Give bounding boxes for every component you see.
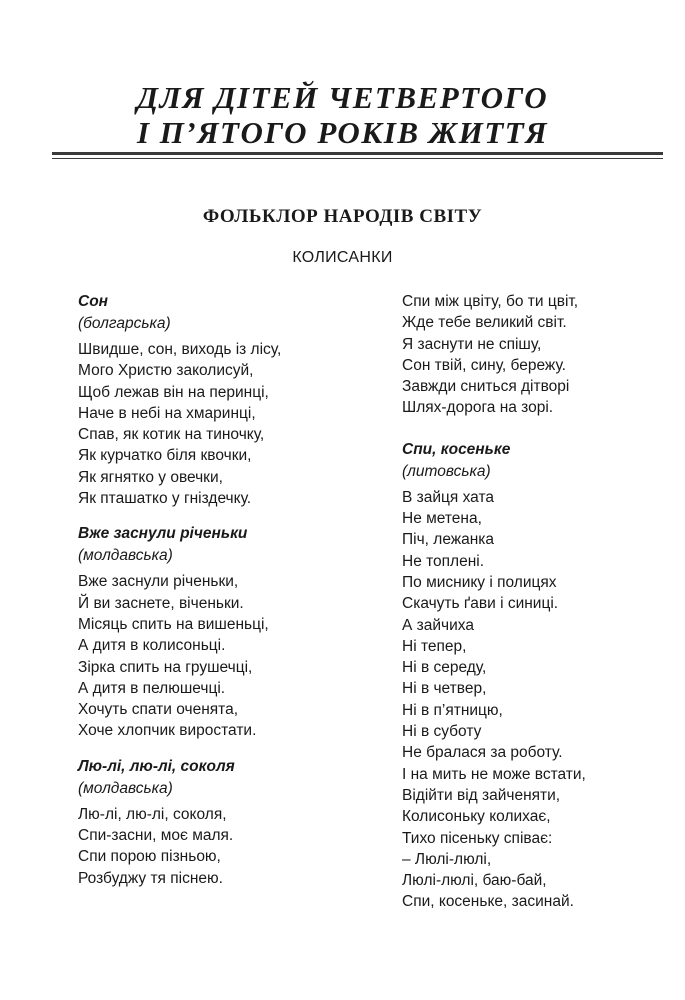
poem-origin: (литовська) xyxy=(402,462,491,480)
left-column xyxy=(78,291,378,889)
poem-line: Скачуть ґави і синиці. xyxy=(402,595,559,613)
poem-title: Сон xyxy=(78,293,109,310)
poem-line: Наче в небі на хмаринці, xyxy=(78,404,256,422)
poem-line: Відійти від зайченяти, xyxy=(402,786,561,804)
poem-line: Сон твій, сину, бережу. xyxy=(402,356,566,374)
poem-line: А дитя в пелюшечці. xyxy=(78,679,226,697)
poem-liu-li-sokolia xyxy=(78,756,378,889)
header-divider-thick xyxy=(52,152,663,155)
poem-line: По миснику і полицях xyxy=(402,573,557,591)
poem-line: Піч, лежанка xyxy=(402,531,495,549)
poem-line: Спи між цвіту, бо ти цвіт, xyxy=(402,293,579,310)
poem-origin: (болгарська) xyxy=(78,315,171,332)
poem-origin: (молдавська) xyxy=(78,779,173,797)
poem-vzhe-zasnuly-richenky xyxy=(78,523,378,741)
poem-spy-kosenke xyxy=(402,439,672,913)
poem-line: Хоче хлопчик виростати. xyxy=(78,722,257,740)
page-title-line-1: ДЛЯ ДІТЕЙ ЧЕТВЕРТОГО xyxy=(136,80,549,115)
poem-line: Як ягнятко у овечки, xyxy=(78,468,223,486)
poem-line: Спи, косеньке, засинай. xyxy=(402,893,574,911)
poem-line: А дитя в колисоньці. xyxy=(78,637,226,655)
poem-line: Жде тебе великий світ. xyxy=(402,314,567,332)
poem-line: Й ви заснете, віченьки. xyxy=(78,594,244,612)
poem-line: Місяць спить на вишеньці, xyxy=(78,615,269,633)
poem-line: Як пташатко у гніздечку. xyxy=(78,490,252,508)
poem-continuation xyxy=(402,291,672,419)
poem-line: Ні в середу, xyxy=(402,659,487,677)
poem-line: Спи-засни, моє маля. xyxy=(78,827,234,845)
poem-line: Ні в четвер, xyxy=(402,680,487,698)
poem-line: Спав, як котик на тиночку, xyxy=(78,426,265,444)
header-divider-thin xyxy=(52,158,663,159)
poem-line: Не метена, xyxy=(402,510,482,528)
page-title-line-2: І П’ЯТОГО РОКІВ ЖИТТЯ xyxy=(136,115,549,150)
right-column xyxy=(402,291,672,913)
poem-title: Лю-лі, лю-лі, соколя xyxy=(78,757,235,775)
poem-line: Розбуджу тя піснею. xyxy=(78,869,223,887)
poem-line: І на мить не може встати, xyxy=(402,765,586,783)
poem-line: Я заснути не спішу, xyxy=(402,335,542,353)
poem-title: Вже заснули річеньки xyxy=(78,525,248,543)
poem-line: В зайця хата xyxy=(402,488,495,506)
poem-line: Люлі-люлі, баю-бай, xyxy=(402,872,547,890)
poem-line: Швидше, сон, виходь із лісу, xyxy=(78,341,282,358)
poem-line: Спи порою пізньою, xyxy=(78,848,221,866)
subsection-title: КОЛИСАНКИ xyxy=(292,249,393,266)
poem-line: Хочуть спати оченята, xyxy=(78,701,239,719)
poem-line: Не топлені. xyxy=(402,552,485,570)
poem-line: Зірка спить на грушечці, xyxy=(78,658,253,676)
poem-line: Вже заснули річеньки, xyxy=(78,573,239,591)
poem-line: Як курчатко біля квочки, xyxy=(78,447,252,465)
poem-line: Ні в п’ятницю, xyxy=(402,701,503,719)
section-title: ФОЛЬКЛОР НАРОДІВ СВІТУ xyxy=(202,206,483,227)
poem-line: Щоб лежав він на перинці, xyxy=(78,383,269,401)
poem-line: Тихо пісеньку співає: xyxy=(402,829,553,847)
poem-son xyxy=(78,291,378,509)
poem-line: Лю-лі, лю-лі, соколя, xyxy=(78,805,227,823)
poem-line: Колисоньку колихає, xyxy=(402,808,551,826)
poem-line: Ні тепер, xyxy=(402,637,467,655)
poem-line: Ні в суботу xyxy=(402,723,482,741)
poem-line: Не бралася за роботу. xyxy=(402,744,563,762)
poem-origin: (молдавська) xyxy=(78,547,173,565)
page-title xyxy=(0,80,685,150)
poem-line: Шлях-дорога на зорі. xyxy=(402,399,554,417)
poem-line: А зайчиха xyxy=(402,616,474,634)
poem-title: Спи, косеньке xyxy=(402,440,511,458)
poem-line: – Люлі-люлі, xyxy=(402,850,492,868)
poem-line: Мого Христю заколисуй, xyxy=(78,362,254,380)
poem-line: Завжди сниться дітворі xyxy=(402,378,570,396)
